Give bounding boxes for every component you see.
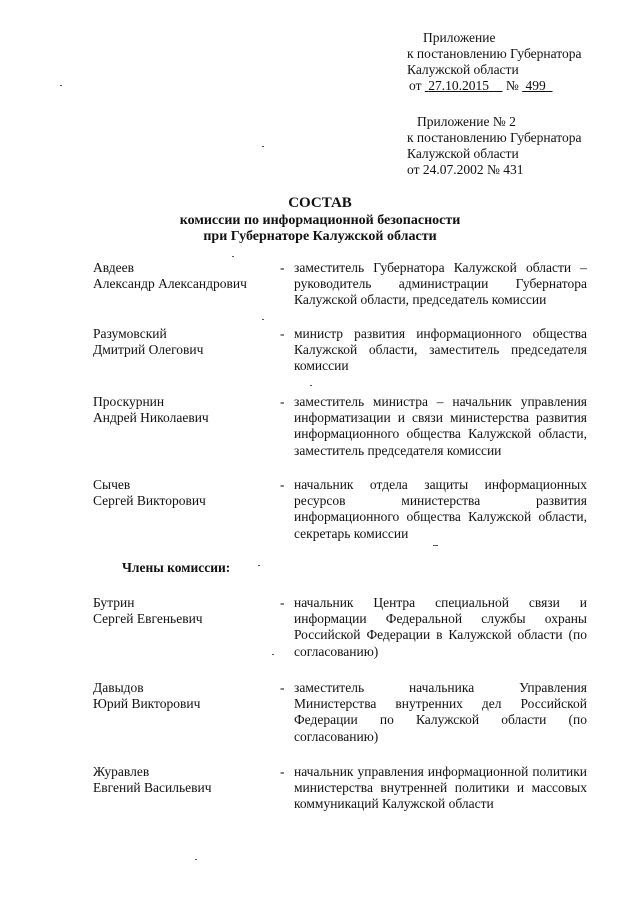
decree-date: 27.10.2015 [428,78,489,93]
person-role: министр развития информационного общества Калужской области, заместитель председателя комиссии [294,326,587,374]
scan-speck [262,319,264,320]
person-surname: Проскурнин [93,394,165,409]
person-name [93,477,283,509]
person-given-names: Андрей Николаевич [93,410,209,426]
person-role: начальник управления информационной политики министерства внутренней политики и массовых коммуникаций Калужской области [294,764,587,812]
person-surname: Давыдов [93,680,144,695]
person-given-names: Юрий Викторович [93,696,201,712]
appendix-label: Приложение [423,30,496,45]
person-given-names: Сергей Викторович [93,493,206,509]
person-name [93,394,283,426]
title-line-1: комиссии по информационной безопасности [179,213,461,228]
person-name [93,326,283,358]
title-line-2: при Губернаторе Калужской области [203,229,437,244]
person-surname: Сычев [93,477,131,492]
members-heading: Члены комиссии: [122,560,231,575]
number-prefix: № [505,78,519,93]
appendix-current-decree [407,30,581,94]
person-role: начальник Центра специальной связи и информации Федеральной службы охраны Российской Федерации в Калужской области (по согласованию) [294,595,587,659]
person-role: заместитель начальника Управления Министерства внутренних дел Российской Федерации по Калужской области (по согласованию) [294,680,587,744]
person-role: заместитель министра – начальник управления информатизации и связи министерства развития информационного общества Калужской области, заместитель председателя комиссии [294,394,587,458]
document-title [0,195,640,245]
appendix-decree-ref: к постановлению Губернатора [407,46,582,61]
scan-speck [60,85,62,86]
person-surname: Авдеев [93,260,135,275]
appendix-date-line [407,78,581,94]
person-surname: Бутрин [93,595,135,610]
dash-separator: - [280,326,285,341]
dash-separator: - [280,260,285,275]
appendix-region: Калужской области [407,146,519,161]
person-name [93,764,283,796]
person-surname: Журавлев [93,764,150,779]
scan-speck [272,654,274,655]
scan-speck [258,565,260,566]
person-given-names: Евгений Васильевич [93,780,212,796]
dash-separator: - [280,595,285,610]
appendix-decree-ref: к постановлению Губернатора [407,130,582,145]
scan-speck [310,385,312,386]
scan-speck [195,859,197,860]
person-name [93,260,283,292]
appendix-date-number: от 24.07.2002 № 431 [407,162,524,177]
appendix-region: Калужской области [407,62,519,77]
appendix-label: Приложение № 2 [417,114,516,129]
scan-speck [262,146,264,147]
person-name [93,595,283,627]
person-role: начальник отдела защиты информационных ресурсов министерства развития информационного общества Калужской области, секретарь комиссии [294,477,587,541]
person-given-names: Александр Александрович [93,276,247,292]
person-name [93,680,283,712]
decree-number: 499 [525,78,546,93]
person-given-names: Сергей Евгеньевич [93,611,203,627]
dash-separator: - [280,680,285,695]
scan-speck [232,256,234,257]
person-given-names: Дмитрий Олегович [93,342,204,358]
title-heading: СОСТАВ [288,195,352,211]
person-surname: Разумовский [93,326,167,341]
date-prefix: от [409,78,422,93]
appendix-original-decree [407,114,581,178]
dash-separator: - [280,477,285,492]
dash-separator: - [280,394,285,409]
scan-speck [433,545,438,546]
dash-separator: - [280,764,285,779]
person-role: заместитель Губернатора Калужской области – руководитель администрации Губернатора Калужской области, председатель комиссии [294,260,587,308]
